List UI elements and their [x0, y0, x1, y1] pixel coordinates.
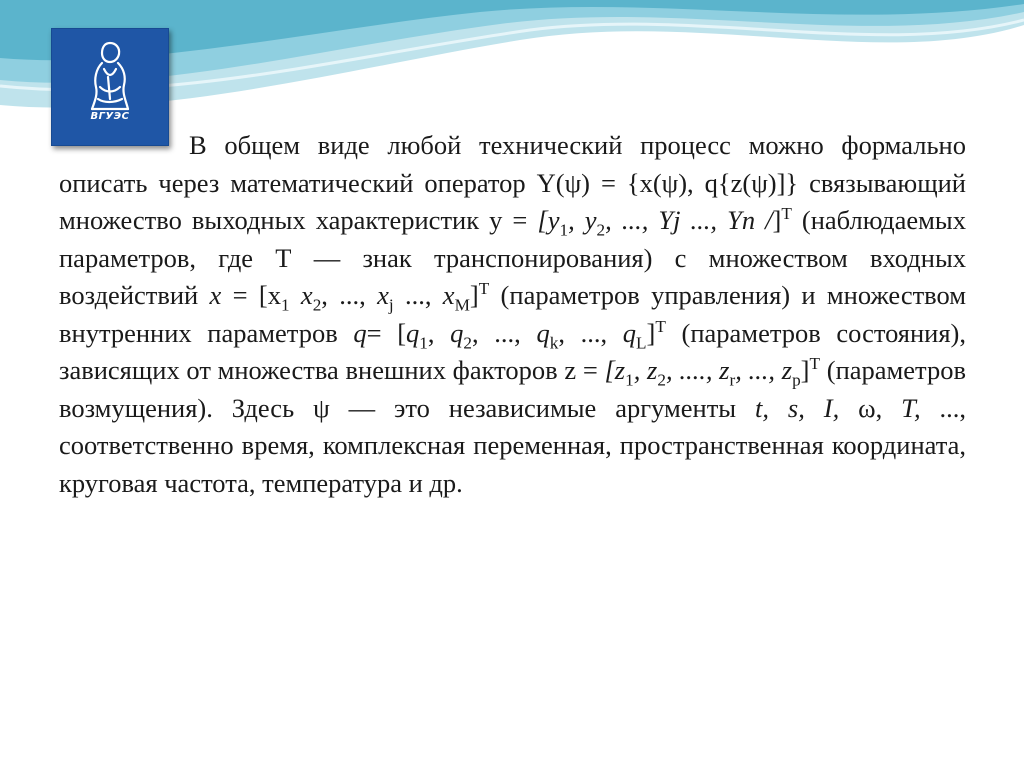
text-segment: T	[809, 354, 821, 374]
text-segment: x	[377, 280, 389, 310]
text-segment: , y	[568, 205, 597, 235]
text-segment: = [	[366, 317, 407, 348]
text-segment: ]	[646, 317, 656, 348]
text-segment: q	[406, 317, 420, 348]
text-segment: , ..., z	[735, 355, 793, 385]
text-segment: j	[388, 295, 394, 315]
text-segment: (параметров возмущения). Здесь ψ — это независимые аргументы	[59, 355, 966, 423]
text-segment: T	[781, 204, 792, 224]
text-segment: 2	[596, 220, 606, 240]
text-segment: p	[792, 370, 801, 390]
text-segment: M	[454, 295, 470, 315]
text-segment: (параметров управления) и множеством внутренних параметров	[59, 280, 967, 348]
text-segment: r	[729, 370, 736, 390]
text-segment: , z	[633, 355, 658, 385]
text-segment: ..., соответственно время, комплексная переменная, пространственная координата, круговая частота, температура и др.	[59, 392, 967, 498]
text-segment: [y	[537, 205, 560, 235]
text-segment: ]	[772, 205, 782, 235]
text-segment: 2	[463, 332, 473, 352]
text-segment: T	[655, 316, 666, 336]
text-segment: , ...., z	[665, 355, 730, 385]
text-segment: В общем виде любой технический процесс можно формально описать через математический оператор Y(ψ) = {x(ψ), q{z(ψ)]} связывающий множество выходных характеристик y =	[59, 130, 966, 235]
text-segment: ω,	[839, 392, 902, 423]
text-segment: , ...,	[472, 317, 537, 348]
text-segment: T	[478, 279, 490, 299]
text-segment: q	[353, 317, 367, 348]
text-segment: , ...,	[321, 280, 378, 310]
text-segment: 1	[625, 370, 634, 390]
text-segment: (параметров состояния), зависящих от множества внешних факторов z =	[59, 317, 966, 385]
text-segment: q	[536, 317, 550, 348]
text-segment: , ..., Yj ..., Yn /	[605, 205, 773, 235]
text-segment: t, s, I,	[755, 392, 840, 423]
text-segment: 1	[559, 220, 569, 240]
text-segment: q	[450, 317, 464, 348]
text-segment: 1	[419, 332, 428, 352]
text-segment	[290, 280, 301, 310]
text-segment: 1	[280, 295, 290, 315]
text-segment: 2	[657, 370, 666, 390]
text-segment: q	[622, 317, 636, 348]
text-segment: T,	[901, 392, 921, 423]
text-segment: x	[442, 280, 455, 310]
main-paragraph	[59, 127, 966, 502]
text-segment: = [x	[221, 280, 281, 310]
text-segment: ]	[469, 280, 479, 310]
text-segment: (наблюдаемых параметров, где Т — знак транспонирования) с множеством входных воздействий	[59, 205, 966, 310]
text-segment: , ...,	[558, 317, 623, 348]
text-segment: x	[209, 280, 222, 310]
text-segment: x	[300, 280, 313, 310]
text-segment: 2	[312, 295, 322, 315]
logo-text: ВГУЭС	[90, 111, 130, 122]
text-segment: ]	[800, 355, 810, 385]
text-segment: [z	[604, 355, 626, 385]
text-segment: L	[635, 332, 647, 352]
text-segment: ,	[427, 317, 451, 348]
text-segment: ...,	[393, 280, 443, 310]
text-segment: k	[549, 332, 559, 352]
